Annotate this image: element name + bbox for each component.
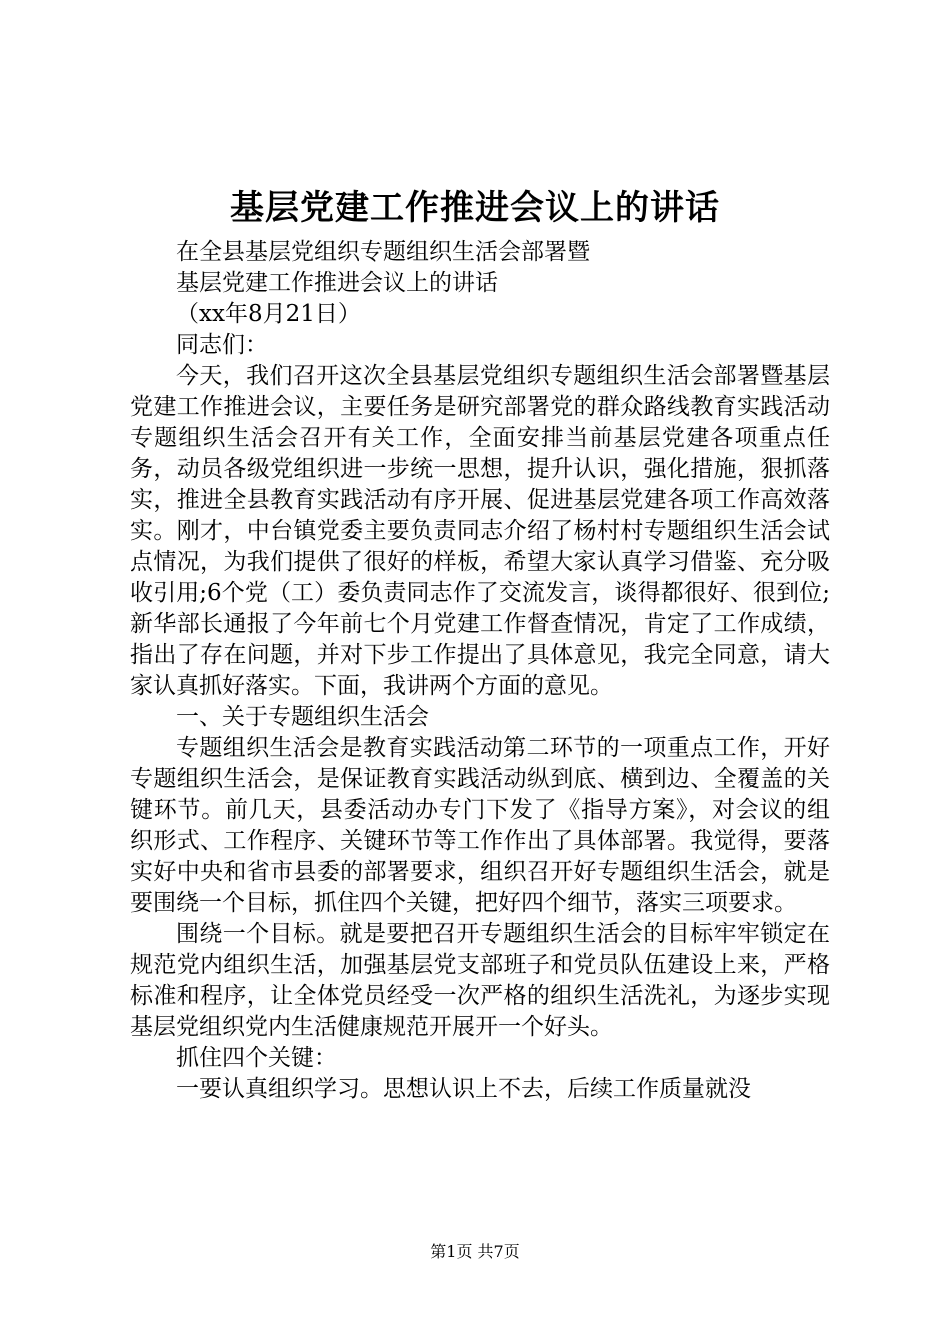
section-heading-1: 一、关于专题组织生活会 (176, 704, 429, 730)
subtitle-line-2: 基层党建工作推进会议上的讲话 (176, 270, 498, 296)
subtitle-line-1: 在全县基层党组织专题组织生活会部署暨 (176, 239, 590, 265)
salutation: 同志们： (176, 332, 268, 358)
four-keys-heading: 抓住四个关键： (176, 1045, 337, 1071)
paragraph-one-goal: 围绕一个目标。就是要把召开专题组织生活会的目标牢牢锁定在规范党内组织生活，加强基层党支部班子和党员队伍建设上来，严格标准和程序，让全体党员经受一次严格的组织生活洗礼，为逐步实现基层党组织党内生活健康规范开展开一个好头。 (130, 921, 830, 1040)
speech-date: （xx年8月21日） (176, 301, 361, 327)
page-title: 基层党建工作推进会议上的讲话 (230, 188, 720, 228)
page-number: 第1页 共7页 (430, 1242, 520, 1261)
document-body (130, 237, 830, 1105)
paragraph-opening: 今天，我们召开这次全县基层党组织专题组织生活会部署暨基层党建工作推进会议，主要任务是研究部署党的群众路线教育实践活动专题组织生活会召开有关工作，全面安排当前基层党建各项重点任务，动员各级党组织进一步统一思想，提升认识，强化措施，狠抓落实，推进全县教育实践活动有序开展、促进基层党建各项工作高效落实。刚才，中台镇党委主要负责同志介绍了杨村村专题组织生活会试点情况，为我们提供了很好的样板，希望大家认真学习借鉴、充分吸收引用;6个党（工）委负责同志作了交流发言，谈得都很好、很到位;新华部长通报了今年前七个月党建工作督查情况，肯定了工作成绩，指出了存在问题，并对下步工作提出了具体意见，我完全同意，请大家认真抓好落实。下面，我讲两个方面的意见。 (130, 363, 830, 699)
paragraph-section-1: 专题组织生活会是教育实践活动第二环节的一项重点工作，开好专题组织生活会，是保证教育实践活动纵到底、横到边、全覆盖的关键环节。前几天，县委活动办专门下发了《指导方案》，对会议的组织形式、工作程序、关键环节等工作作出了具体部署。我觉得，要落实好中央和省市县委的部署要求，组织召开好专题组织生活会，就是要围绕一个目标，抓住四个关键，把好四个细节，落实三项要求。 (130, 735, 830, 916)
paragraph-study: 一要认真组织学习。思想认识上不去，后续工作质量就没 (176, 1076, 751, 1102)
